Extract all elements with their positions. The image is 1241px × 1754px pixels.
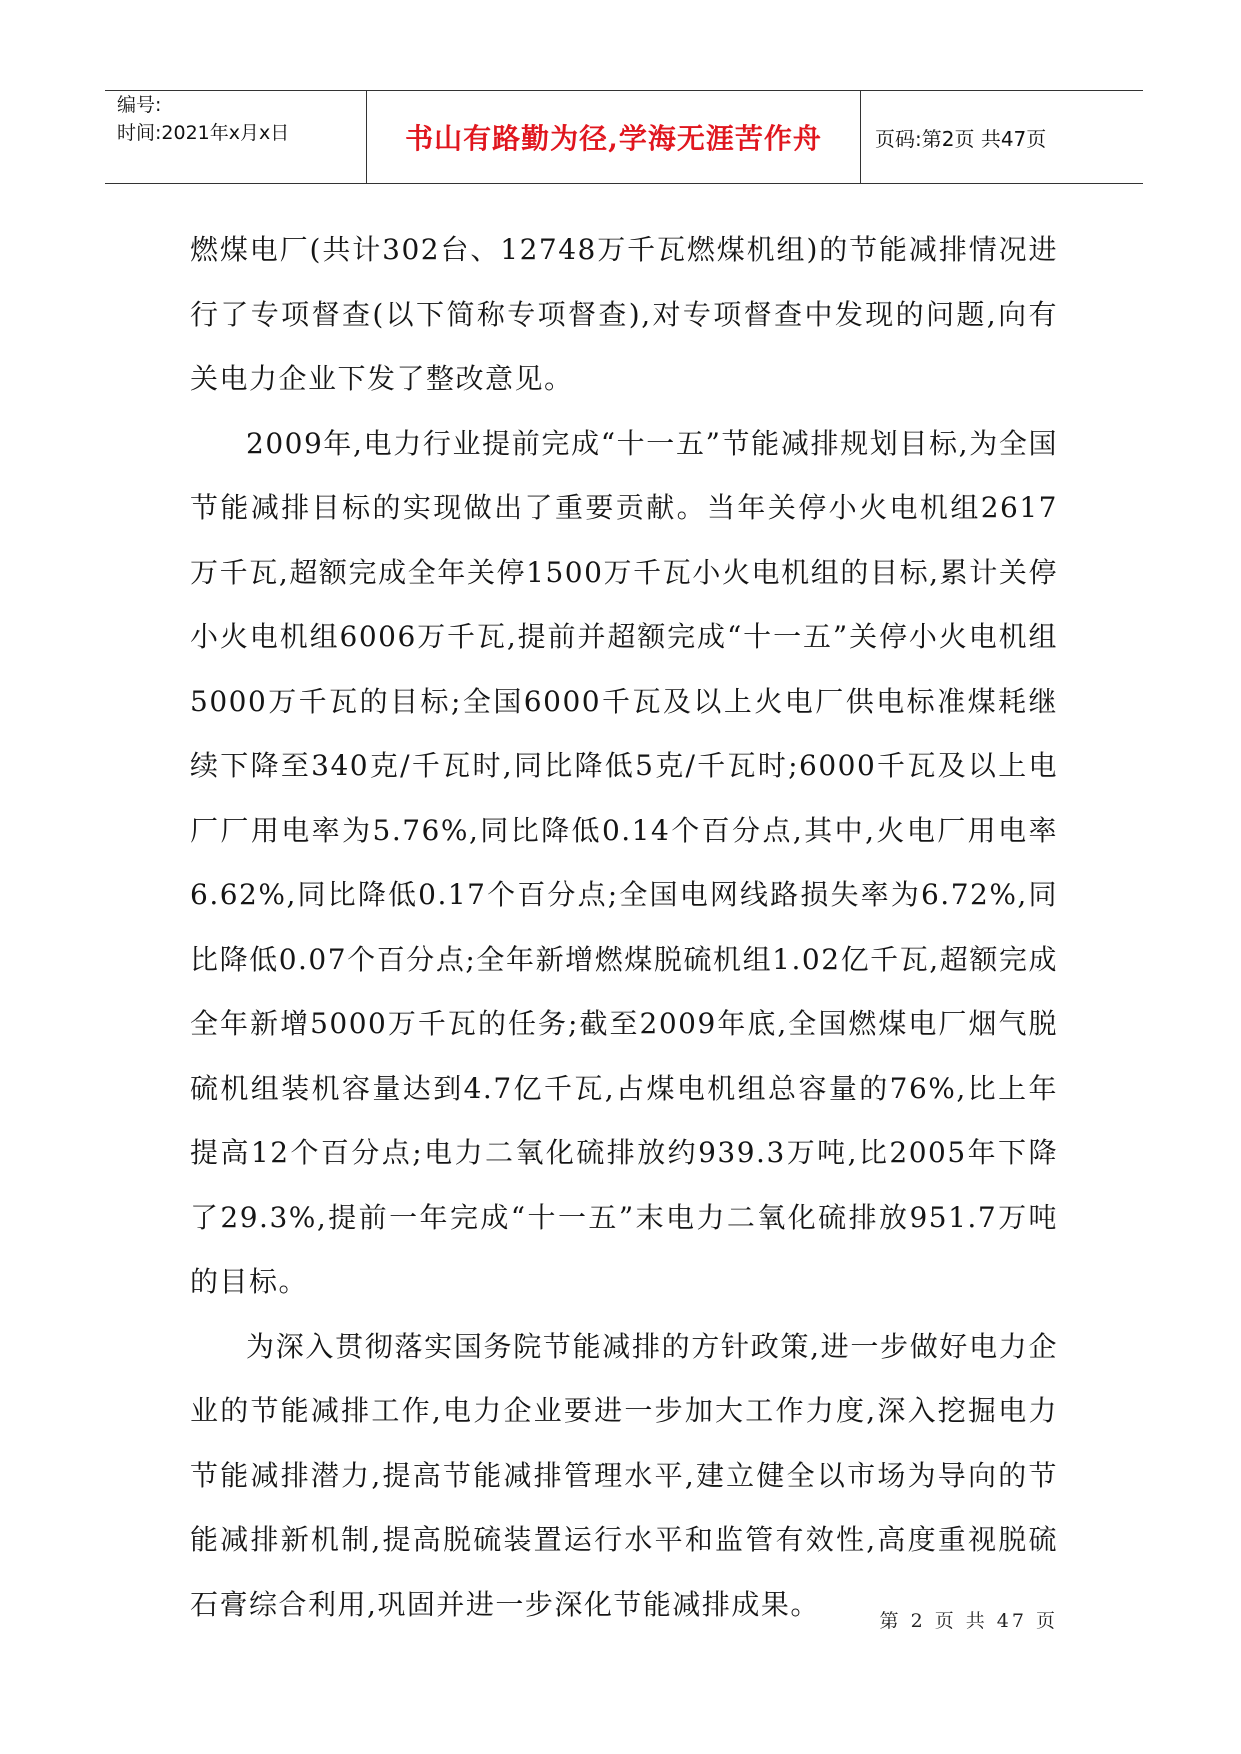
paragraph-2: 2009年,电力行业提前完成“十一五”节能减排规划目标,为全国节能减排目标的实现做出了重要贡献。当年关停小火电机组2617万千瓦,超额完成全年关停1500万千瓦小火电机组的目标,累计关停小火电机组6006万千瓦,提前并超额完成“十一五”关停小火电机组5000万千瓦的目标;全国6000千瓦及以上火电厂供电标准煤耗继续下降至340克/千瓦时,同比降低5克/千瓦时;6000千瓦及以上电厂厂用电率为5.76%,同比降低0.14个百分点,其中,火电厂用电率6.62%,同比降低0.17个百分点;全国电网线路损失率为6.72%,同比降低0.07个百分点;全年新增燃煤脱硫机组1.02亿千瓦,超额完成全年新增5000万千瓦的任务;截至2009年底,全国燃煤电厂烟气脱硫机组装机容量达到4.7亿千瓦,占煤电机组总容量的76%,比上年提高12个百分点;电力二氧化硫排放约939.3万吨,比2005年下降了29.3%,提前一年完成“十一五”末电力二氧化硫排放951.7万吨的目标。 (190, 426, 1058, 1298)
header-motto: 书山有路勤为径,学海无涯苦作舟 (367, 91, 861, 183)
document-number-label: 编号: (117, 94, 162, 116)
header-page-label: 页码:第2页 共47页 (875, 126, 1047, 151)
document-header (105, 90, 1143, 184)
paragraph-3: 为深入贯彻落实国务院节能减排的方针政策,进一步做好电力企业的节能减排工作,电力企业要进一步加大工作力度,深入挖掘电力节能减排潜力,提高节能减排管理水平,建立健全以市场为导向的节能减排新机制,提高脱硫装置运行水平和监管有效性,高度重视脱硫石膏综合利用,巩固并进一步深化节能减排成果。 (190, 1329, 1058, 1621)
paragraph-1: 燃煤电厂(共计302台、12748万千瓦燃煤机组)的节能减排情况进行了专项督查(以下简称专项督查),对专项督查中发现的问题,向有关电力企业下发了整改意见。 (190, 233, 1058, 395)
page-footer: 第 2 页 共 47 页 (879, 1610, 1058, 1632)
header-meta-cell (105, 91, 367, 183)
document-time-label: 时间:2021年x月x日 (117, 122, 290, 144)
document-body (190, 218, 1058, 1637)
